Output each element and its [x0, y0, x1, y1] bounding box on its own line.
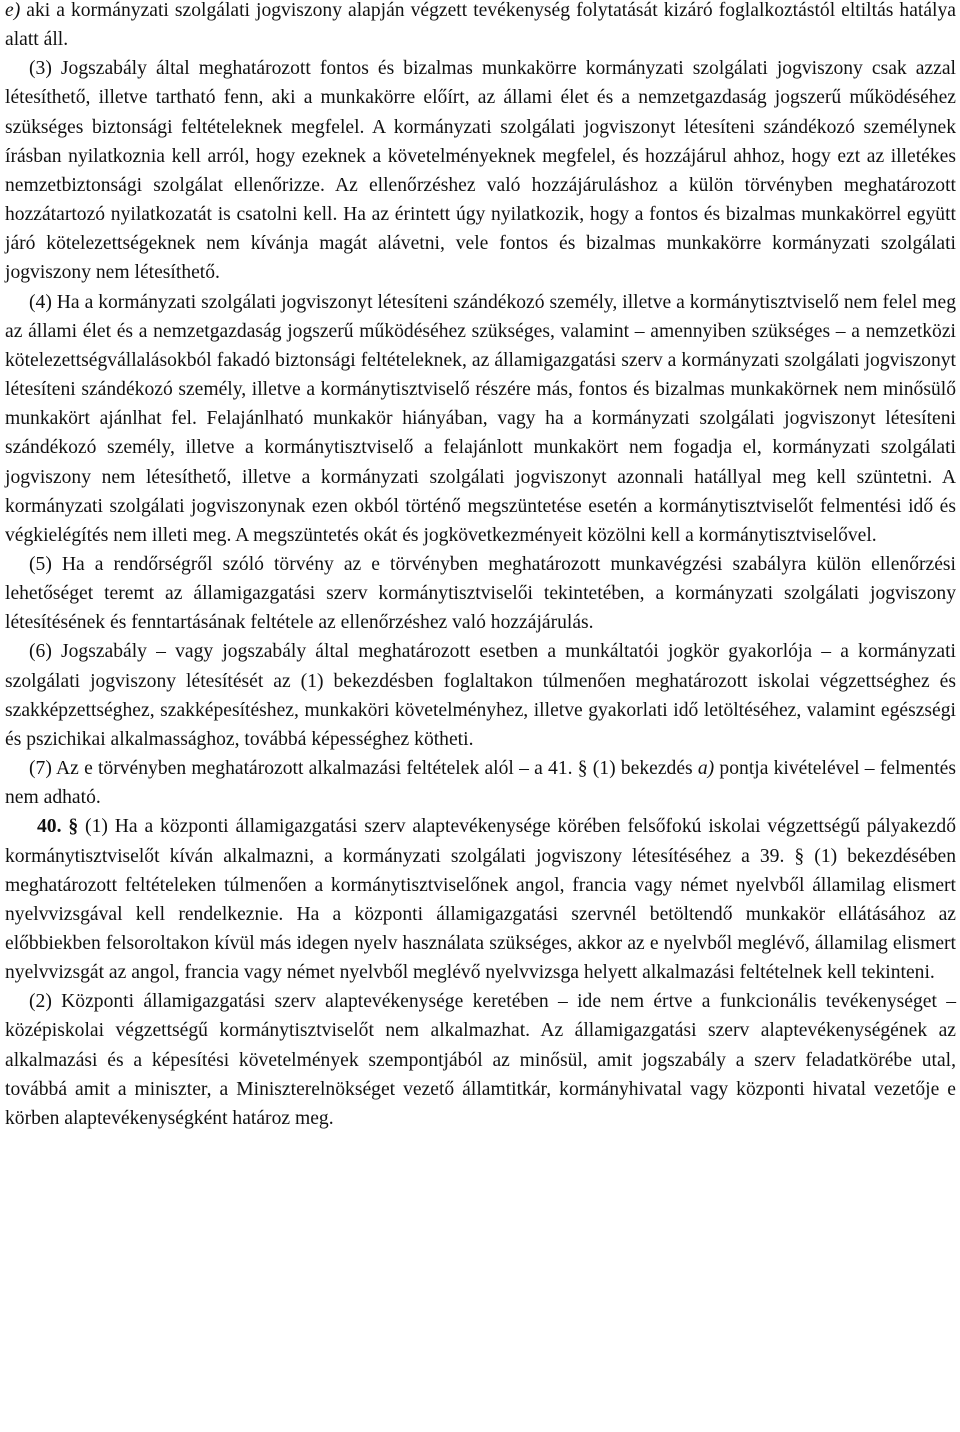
document-page	[5, 0, 956, 1133]
list-label: e)	[5, 0, 21, 21]
section-40-paragraph-1	[5, 812, 956, 987]
paragraph-5: (5) Ha a rendőrségről szóló törvény az e törvényben meghatározott munkavégzési szabályra külön ellenőrzési lehetőséget teremt az államigazgatási szerv kormánytisztviselői tekintetében, a kormányzati szolgálati jogviszony létesítésének és fenntartásának feltétele az ellenőrzéshez való hozzájárulás.	[5, 553, 956, 634]
paragraph-text: pontja kivételével – felmentés nem adható.	[5, 758, 956, 809]
paragraph-3: (3) Jogszabály által meghatározott fontos és bizalmas munkakörre kormányzati szolgálati jogviszony csak azzal létesíthető, illetve tartható fenn, aki a munkakörre előírt, az állami élet és a nemzetgazdaság jogszerű működéséhez szükséges biztonsági feltételeknek megfelel. A kormányzati szolgálati jogviszonyt létesíteni szándékozó személynek írásban nyilatkoznia kell arról, hogy ezeknek a követelményeknek megfelel, és hozzájárul ahhoz, hogy ezt az illetékes nemzetbiztonsági szolgálat ellenőrizze. Az ellenőrzéshez való hozzájáruláshoz a külön törvényben meghatározott hozzátartozó nyilatkozatát is csatolni kell. Ha az érintett úgy nyilatkozik, hogy a fontos és bizalmas munkakörrel együtt járó kötelezettségeknek nem kívánja magát alávetni, vele fontos és bizalmas munkakörre kormányzati szolgálati jogviszony nem létesíthető.	[5, 58, 956, 284]
paragraph-6: (6) Jogszabály – vagy jogszabály által meghatározott esetben a munkáltatói jogkör gyakorlója – a kormányzati szolgálati jogviszony létesítését az (1) bekezdésben foglaltakon túlmenően meghatározott iskolai végzettséghez és szakképzettséghez, szakképesítéshez, munkaköri követelményhez, illetve gyakorlati idő letöltéséhez, valamint egészségi és pszichikai alkalmassághoz, továbbá képességhez kötheti.	[5, 641, 956, 750]
section-40-paragraph-2: (2) Központi államigazgatási szerv alaptevékenysége keretében – ide nem értve a funkcionális tevékenységet – középiskolai végzettségű kormánytisztviselőt nem alkalmazhat. Az államigazgatási szerv alaptevékenységének az alkalmazási és a képesítési követelmények szempontjából az minősül, amit jogszabály a szerv feladatkörébe utal, továbbá amit a miniszter, a Miniszterelnökséget vezető államtitkár, kormányhivatal vagy központi hivatal vezetője e körben alaptevékenységként határoz meg.	[5, 991, 956, 1129]
paragraph-text: (1) Ha a központi államigazgatási szerv alaptevékenysége körében felsőfokú iskolai végzettségű pályakezdő kormánytisztviselőt kíván alkalmazni, a kormányzati szolgálati jogviszony létesítéséhez a 39. § (1) bekezdésében meghatározott feltételeken túlmenően a kormánytisztviselőnek angol, francia vagy német nyelvből államilag elismert nyelvvizsgával kell rendelkeznie. Ha a központi államigazgatási szervnél betöltendő munkakör ellátásához az előbbiekben felsoroltakon kívül más idegen nyelv használata szükséges, akkor az e nyelvből meglévő, államilag elismert nyelvvizsgát az angol, francia vagy német nyelvből meglévő nyelvvizsga helyett alkalmazási feltételnek kell tekinteni.	[5, 816, 957, 984]
paragraph-e	[5, 0, 956, 54]
paragraph-7	[5, 754, 956, 812]
paragraph-text: aki a kormányzati szolgálati jogviszony alapján végzett tevékenység folytatását kizáró foglalkoztástól eltiltás hatálya alatt áll.	[5, 0, 956, 51]
paragraph-text: (7) Az e törvényben meghatározott alkalmazási feltételek alól – a 41. § (1) bekezdés	[29, 758, 698, 780]
paragraph-4: (4) Ha a kormányzati szolgálati jogviszonyt létesíteni szándékozó személy, illetve a kormánytisztviselő nem felel meg az állami élet és a nemzetgazdaság jogszerű működéséhez szükséges, valamint – amennyiben szükséges – a nemzetközi kötelezettségvállalásokból fakadó biztonsági feltételeknek, az államigazgatási szerv a kormányzati szolgálati jogviszonyt létesíteni szándékozó személy, illetve a kormánytisztviselő részére más, fontos és bizalmas munkakörnek nem minősülő munkakört ajánlhat fel. Felajánlható munkakör hiányában, vagy ha a kormányzati szolgálati jogviszonyt létesíteni szándékozó személy, illetve a kormánytisztviselő a felajánlott munkakört nem fogadja el, kormányzati szolgálati jogviszony nem létesíthető, illetve a kormányzati szolgálati jogviszonyt azonnali hatállyal meg kell szüntetni. A kormányzati szolgálati jogviszonynak ezen okból történő megszüntetése esetén a kormánytisztviselőt felmentési idő és végkielégítés nem illeti meg. A megszüntetés okát és jogkövetkezményeit közölni kell a kormánytisztviselővel.	[5, 291, 956, 546]
section-number: 40. §	[37, 816, 79, 838]
point-reference: a)	[697, 758, 715, 780]
